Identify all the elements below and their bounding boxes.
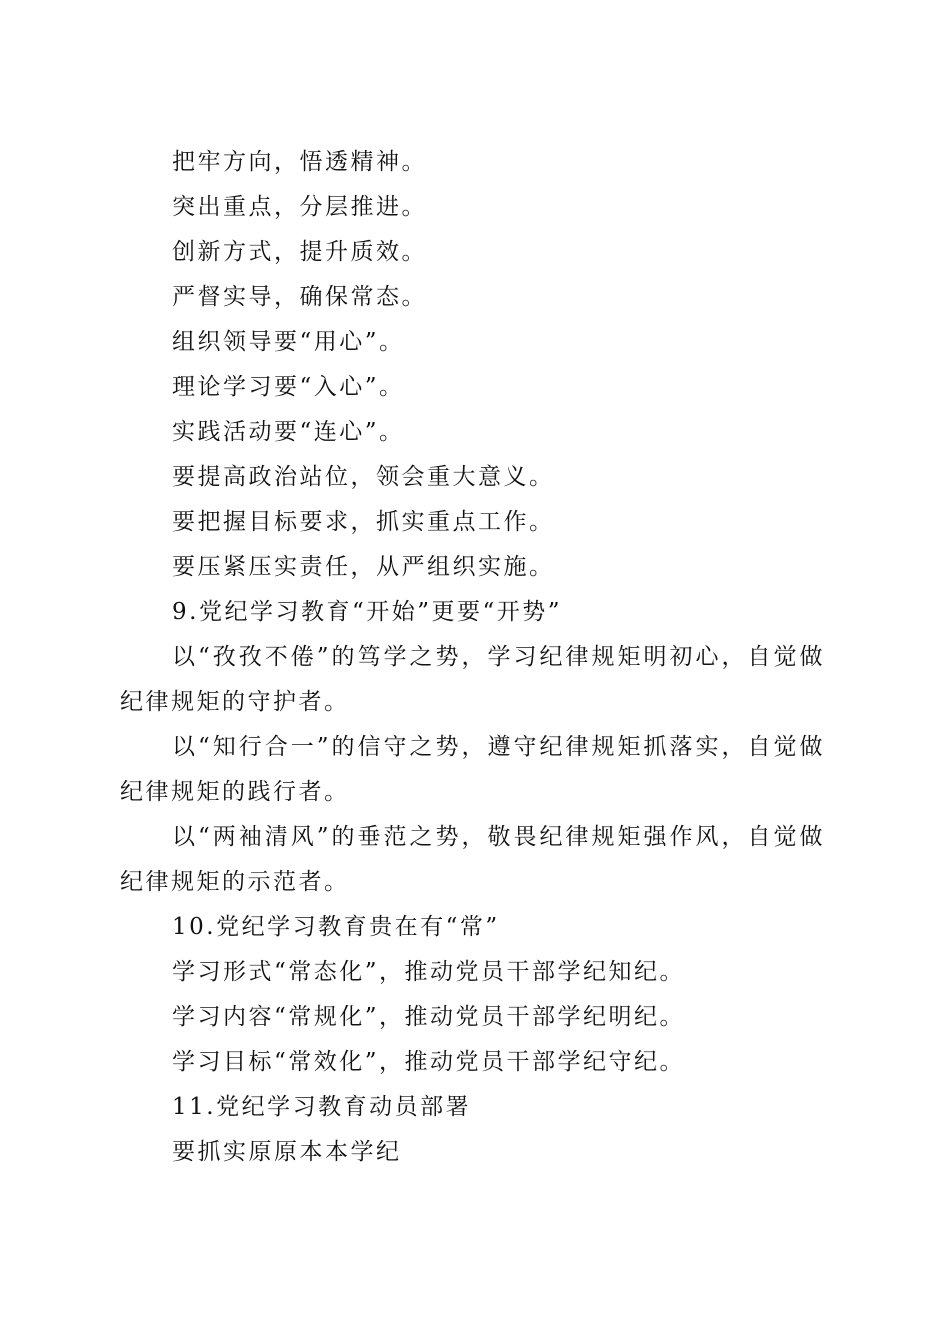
paragraph: 突出重点，分层推进。 xyxy=(172,194,427,220)
paragraph: 以“知行合一”的信守之势，遵守纪律规矩抓落实，自觉做纪律规矩的践行者。 xyxy=(120,734,825,805)
document-body xyxy=(120,140,825,1175)
paragraph: 创新方式，提升质效。 xyxy=(172,239,427,265)
paragraph: 要提高政治站位，领会重大意义。 xyxy=(172,464,555,490)
paragraph: 学习内容“常规化”，推动党员干部学纪明纪。 xyxy=(172,1004,686,1030)
paragraph: 学习目标“常效化”，推动党员干部学纪守纪。 xyxy=(172,1049,686,1075)
section-heading-9: 9.党纪学习教育“开始”更要“开势” xyxy=(172,599,562,625)
paragraph: 把牢方向，悟透精神。 xyxy=(172,149,427,175)
paragraph: 以“孜孜不倦”的笃学之势，学习纪律规矩明初心，自觉做纪律规矩的守护者。 xyxy=(120,644,825,715)
paragraph: 理论学习要“入心”。 xyxy=(172,374,405,400)
paragraph: 要抓实原原本本学纪 xyxy=(172,1139,402,1165)
paragraph: 实践活动要“连心”。 xyxy=(172,419,405,445)
section-heading-10: 10.党纪学习教育贵在有“常” xyxy=(172,914,500,940)
paragraph: 严督实导，确保常态。 xyxy=(172,284,427,310)
paragraph: 以“两袖清风”的垂范之势，敬畏纪律规矩强作风，自觉做纪律规矩的示范者。 xyxy=(120,824,825,895)
section-heading-11: 11.党纪学习教育动员部署 xyxy=(172,1094,472,1120)
paragraph: 组织领导要“用心”。 xyxy=(172,329,405,355)
paragraph: 要把握目标要求，抓实重点工作。 xyxy=(172,509,555,535)
paragraph: 要压紧压实责任，从严组织实施。 xyxy=(172,554,555,580)
paragraph: 学习形式“常态化”，推动党员干部学纪知纪。 xyxy=(172,959,686,985)
